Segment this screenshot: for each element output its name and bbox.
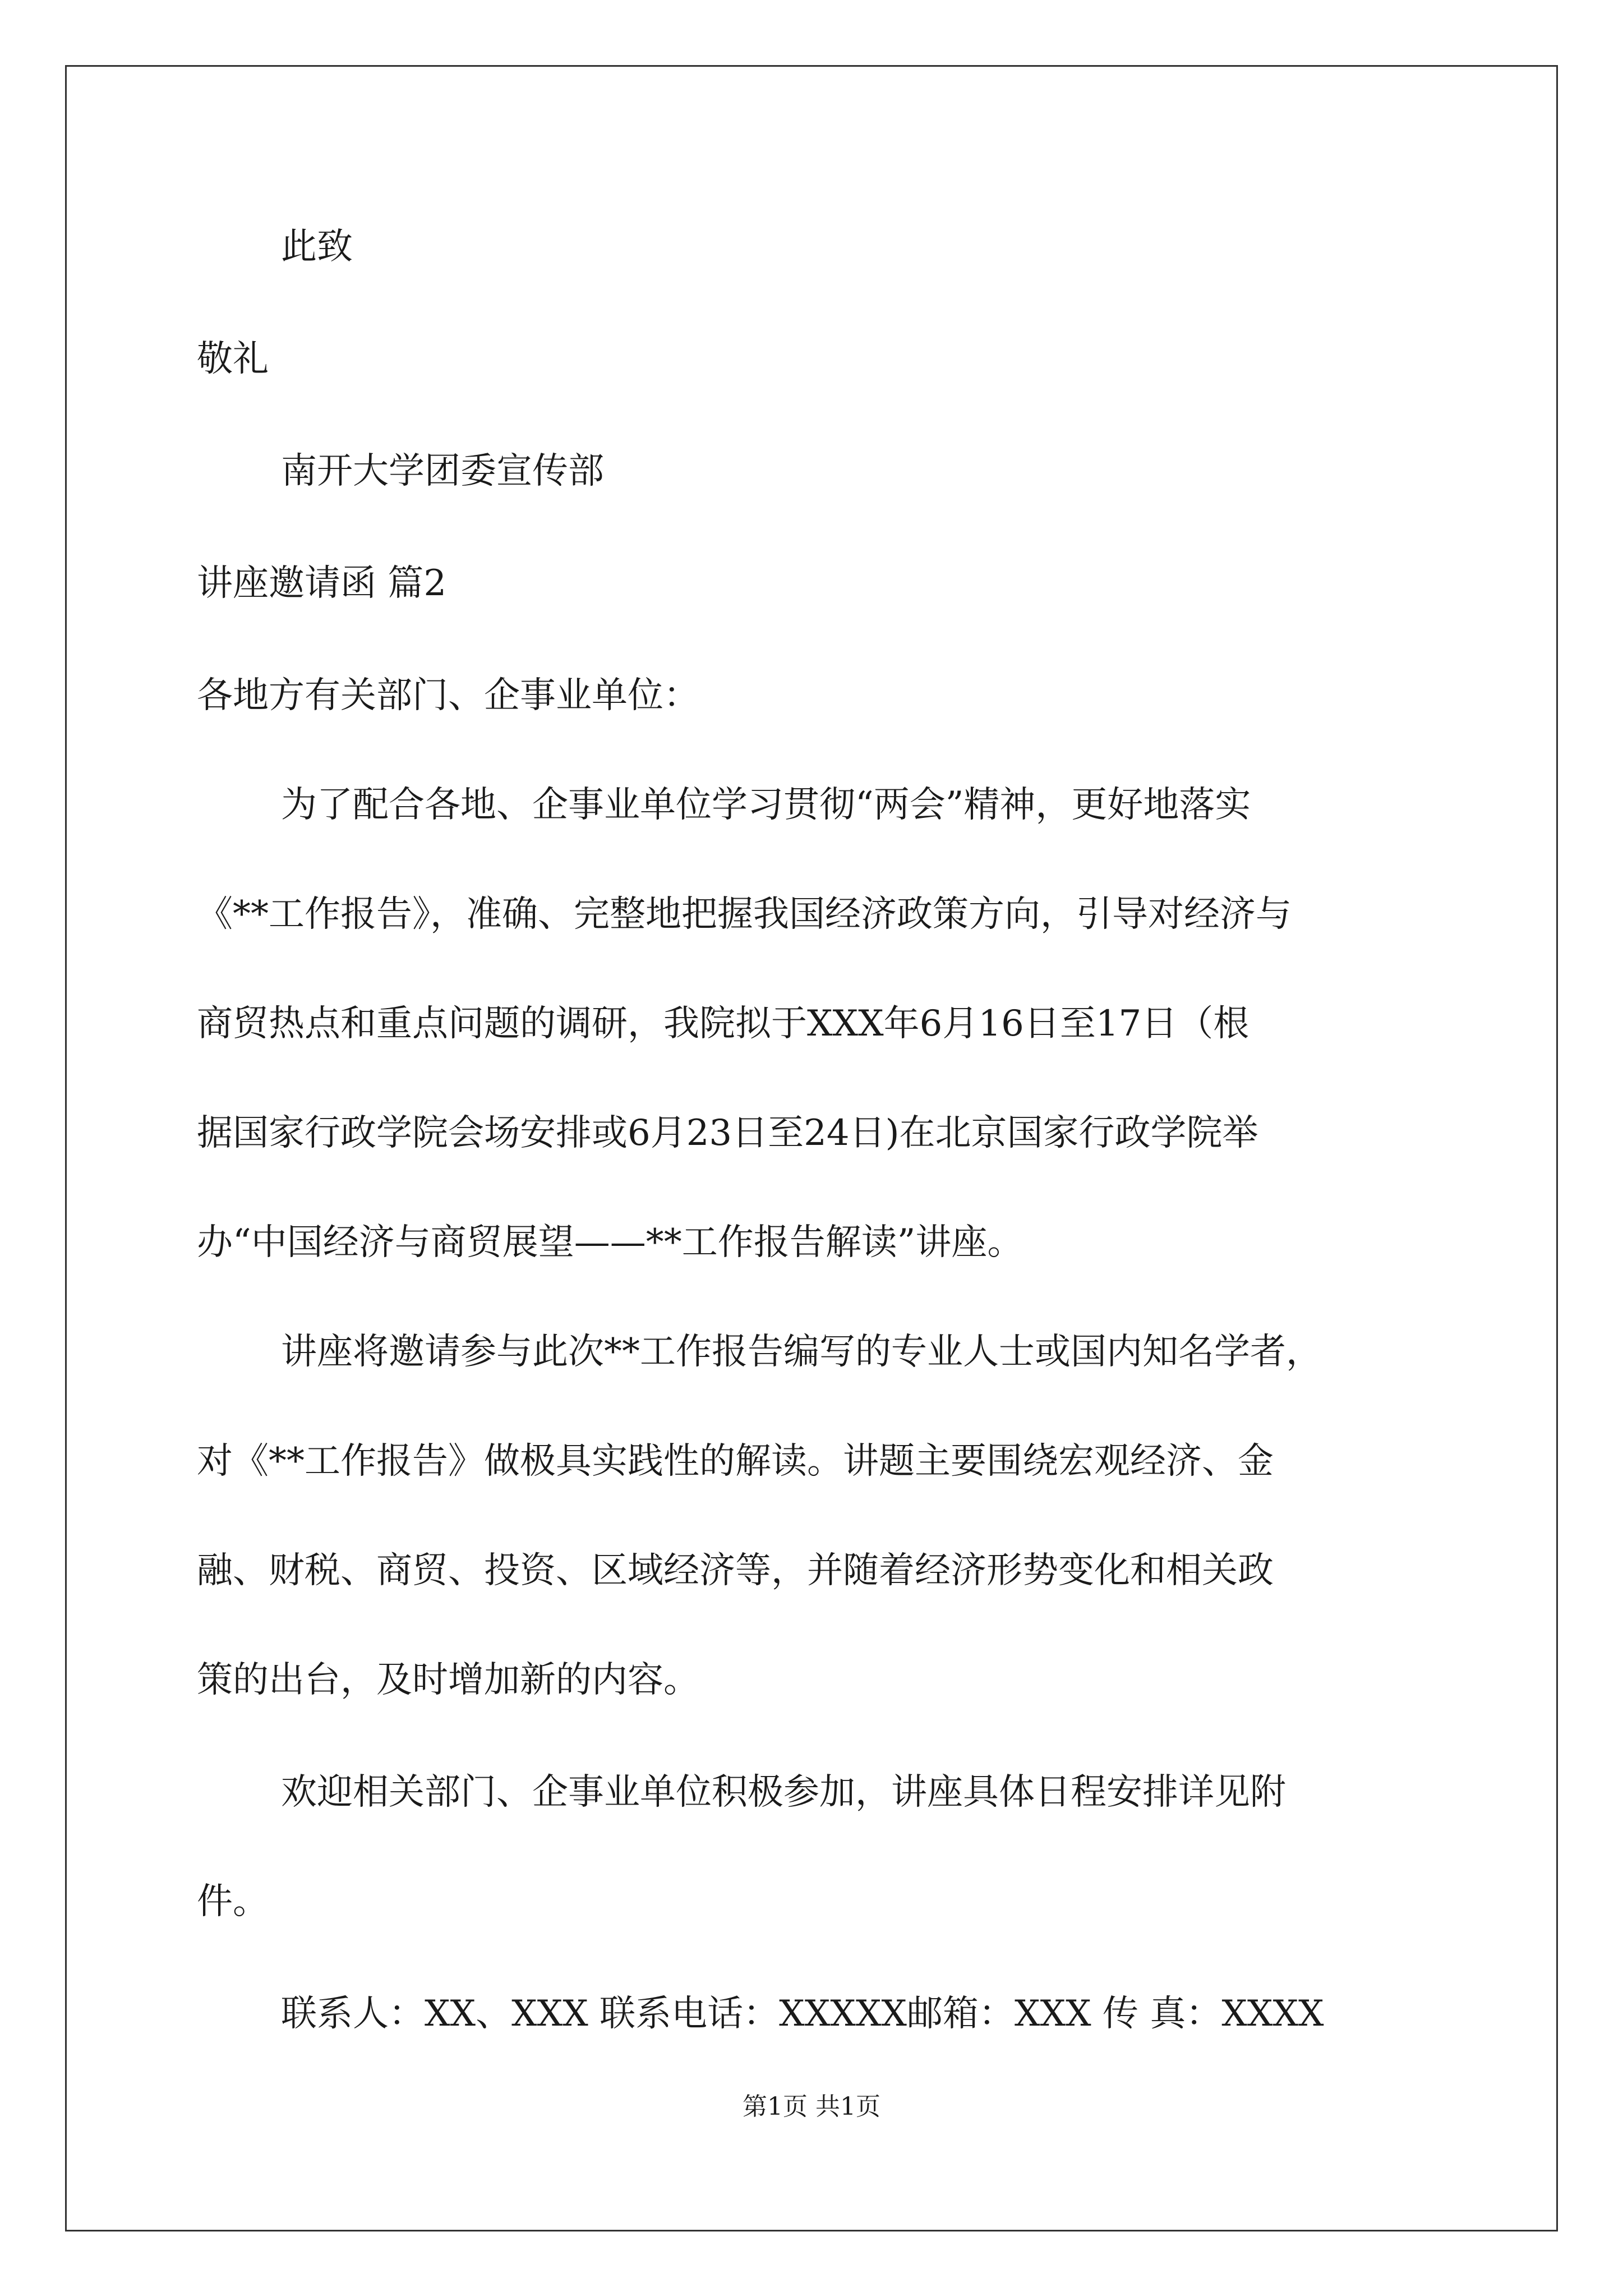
paragraph-line: 《**工作报告》，准确、完整地把握我国经济政策方向，引导对经济与 (197, 894, 1292, 935)
signature: 南开大学团委宣传部 (281, 450, 604, 492)
paragraph-line: 为了配合各地、企事业单位学习贯彻“两会”精神，更好地落实 (281, 784, 1251, 826)
closing-salutation-2: 敬礼 (197, 338, 269, 380)
paragraph-line: 据国家行政学院会场安排或6月23日至24日)在北京国家行政学院举 (197, 1112, 1258, 1154)
paragraph-line: 欢迎相关部门、企事业单位积极参加，讲座具体日程安排详见附 (281, 1772, 1286, 1813)
page-footer: 第1页 共1页 (743, 2092, 880, 2121)
paragraph-line: 融、财税、商贸、投资、区域经济等，并随着经济形势变化和相关政 (197, 1550, 1274, 1591)
paragraph-line: 对《**工作报告》做极具实践性的解读。讲题主要围绕宏观经济、金 (197, 1441, 1274, 1482)
paragraph-line: 策的出台，及时增加新的内容。 (197, 1659, 699, 1701)
paragraph-line: 办“中国经济与商贸展望——**工作报告解读”讲座。 (197, 1222, 1023, 1263)
section-title: 讲座邀请函 篇2 (197, 563, 447, 604)
contact-line: 联系人：XX、XXX 联系电话：XXXXX邮箱：XXX 传 真：XXXX (281, 1993, 1324, 2035)
closing-salutation-1: 此致 (281, 226, 353, 268)
addressee: 各地方有关部门、企事业单位： (197, 675, 699, 716)
paragraph-line: 讲座将邀请参与此次**工作报告编写的专业人士或国内知名学者， (281, 1331, 1322, 1373)
paragraph-line: 件。 (197, 1881, 269, 1922)
paragraph-line: 商贸热点和重点问题的调研，我院拟于XXX年6月16日至17日（根 (197, 1003, 1249, 1045)
